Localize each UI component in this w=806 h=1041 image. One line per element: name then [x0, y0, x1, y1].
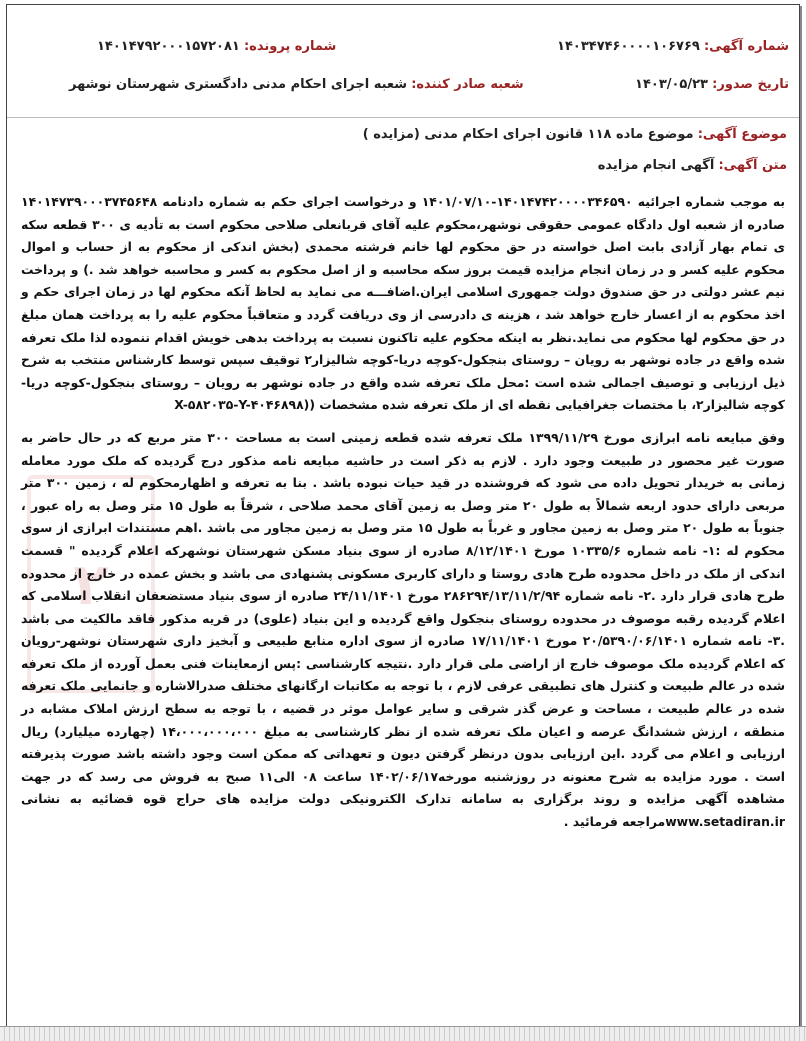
- ad-number-row: [557, 39, 789, 54]
- body-paragraph-1: به موجب شماره اجرائیه ۱۴۰۱۴۷۴۲۰۰۰۰۳۴۶۵۹۰-۱۴۰۱/۰۷/۱۰ و درخواست اجرای حکم به شماره دادنامه ۱۴۰۱۴۷۳۹۰۰۰۳۷۴۵۶۴۸ صادره از شعبه اول دادگاه عمومی حقوقی نوشهر،محکوم علیه آقای قربانعلی صلاحی محکوم است به تأدیه ی ۳۰۰ قطعه سکه ی تمام بهار آزادی بابت اصل خواسته در حق محکوم لها خانم فرشته محمدی (بخش اندکی از محکوم به از حساب و اموال محکوم علیه کسر و در زمان انجام مزایده قیمت بروز سکه محاسبه و از اصل محکوم به کسر و محاسبه خواهد شد .) و پرداخت نیم عشر دولتی در حق صندوق دولت جمهوری اسلامی ایران.اضافـــه می نماید به لحاظ آنکه محکوم لها در زمان اجرای حکم و اخذ محکوم به از اعسار خارج خواهد شد ، هزینه ی دادرسی از وی دریافت گردد و متعاقباً محکوم علیه را به پرداخت همان مبلغ در حق محکوم لها محکوم می نماید.نظر به اینکه محکوم علیه تاکنون نسبت به پرداخت بدهی خویش اقدام ننموده لذا ملک تعرفه شده واقع در جاده نوشهر به رویان – روستای بنجکول-کوچه دریا-کوچه شالیزار۲ توقیف سپس توسط کارشناس منتخب به شرح ذیل ارزیابی و توصیف اجمالی شده است :محل ملک تعرفه شده واقع در جاده نوشهر به رویان – روستای بنجکول-کوچه دریا-کوچه شالیزار۲، با مختصات جغرافیایی نقطه ای از ملک تعرفه شده مشخصات ((X-۵۸۲۰۳۵-Y-۴۰۴۶۸۹۸: [21, 194, 786, 413]
- notice-header: [7, 5, 799, 118]
- subject-label: موضوع آگهی:: [697, 127, 787, 142]
- text-heading-value: آگهی انجام مزایده: [597, 158, 715, 173]
- notice-subject: [363, 127, 787, 142]
- issue-date-row: [635, 77, 789, 92]
- issue-date-value: ۱۴۰۳/۰۵/۲۳: [635, 77, 708, 92]
- notice-text-heading: [598, 158, 787, 173]
- notice-body: [21, 191, 785, 844]
- file-number-label: شماره پرونده:: [243, 39, 337, 54]
- issuer-row: [69, 77, 524, 92]
- ad-number-value: ۱۴۰۳۴۷۴۶۰۰۰۰۱۰۶۷۶۹: [557, 39, 700, 54]
- subject-value: موضوع ماده ۱۱۸ قانون اجرای احکام مدنی (مزایده ): [362, 127, 694, 142]
- stamp-watermark-text: ۲: [73, 550, 109, 618]
- issuer-value: شعبه اجرای احکام مدنی دادگستری شهرستان نوشهر: [69, 77, 408, 92]
- ad-number-label: شماره آگهی:: [703, 39, 789, 54]
- file-number-row: [97, 39, 336, 54]
- issue-date-label: تاریخ صدور:: [712, 77, 789, 92]
- file-number-value: ۱۴۰۱۴۷۹۲۰۰۰۱۵۷۲۰۸۱: [97, 39, 240, 54]
- issuer-label: شعبه صادر کننده:: [411, 77, 524, 92]
- notice-document: [6, 4, 800, 1030]
- text-heading-label: متن آگهی:: [718, 158, 787, 173]
- body-paragraph-2: وفق مبایعه نامه ابرازی مورخ ۱۳۹۹/۱۱/۲۹ ملک تعرفه شده قطعه زمینی است به مساحت ۳۰۰ متر مربع که در حال حاضر به صورت غیر محصور در طبیعت وجود دارد . لازم به ذکر است در حاشیه مبایعه نامه مذکور درج گردیده که ملک مورد معامله زمانی به خریدار تحویل داده می شود که فروشنده در قید حیات نبوده باشد . بنا به تعرفه و اظهارمحکوم له ، زمین ۳۰۰ متر مربعی دارای حدود اربعه شمالاً به طول ۲۰ متر وصل به زمین آقای محمد صلاحی ، شرقاً به طول ۱۵ متر وصل به راه عبور ، جنوباً به طول ۲۰ متر وصل به زمین مجاور و غرباً به طول ۱۵ متر وصل به زمین مجاور می باشد .اهم مستندات ابرازی از سوی محکوم له :۱- نامه شماره ۱۰۳۳۵/۶ مورخ ۸/۱۲/۱۴۰۱ صادره از سوی بنیاد مسکن شهرستان نوشهرکه اعلام گردیده " قسمت اندکی از ملک در داخل محدوده طرح هادی روستا و دارای کاربری مسکونی پشنهادی می باشد و بخش عمده در خارج از محدوده طرح هادی قرار دارد .۲- نامه شماره ۲۸۶۲۹۴/۱۳/۱۱/۲/۹۴ مورخ ۲۴/۱۱/۱۴۰۱ صادره از سوی بنیاد مستضعفان انقلاب اسلامی که اعلام گردیده رقبه موصوف در محدوده روستای بنجکول واقع گردیده و این بنیاد (علوی) در قریه مذکور فاقد مالکیت می باشد .۳- نامه شماره ۲۰/۵۳۹۰/۰۶/۱۴۰۱ مورخ ۱۷/۱۱/۱۴۰۱ صادره از سوی اداره منابع طبیعی و آبخیز داری شهرستان نوشهر-رویان که اعلام گردیده ملک موصوف خارج از اراضی ملی قرار دارد .نتیجه کارشناسی :پس ازمعاینات فنی بعمل آورده از ملک تعرفه شده در عالم طبیعت و کنترل های تطبیقی عرفی لازم ، با توجه به مکاتبات ارگانهای مختلف صدرالاشاره و جانمایی ملک تعرفه شده در عالم طبیعت ، مساحت و عرض گذر شرقی و سایر عوامل موثر در قضیه ، با توجه به سطح ارزش املاک مشابه در منطقه ، ارزش ششدانگ عرصه و اعیان ملک تعرفه شده از نظر کارشناسی به مبلغ ۱۴،۰۰۰،۰۰۰،۰۰۰ (چهارده میلیارد) ریال ارزیابی و اعلام می گردد .این ارزیابی بدون درنظر گرفتن دیون و تعهداتی که ممکن است وجود داشته باشد صورت پذیرفته است . مورد مزایده به شرح معنونه در روزشنبه مورخه۱۴۰۲/۰۶/۱۷ ساعت ۰۸ الی۱۱ صبح به فروش می رسد که در جهت مشاهده آگهی مزایده و روند برگزاری به سامانه تدارک الکترونیکی دولت مزایده های حراج قوه قضائیه به نشانی www.setadiran.irمراجعه فرمائید .: [21, 429, 786, 830]
- bottom-edge-strip: [0, 1026, 806, 1041]
